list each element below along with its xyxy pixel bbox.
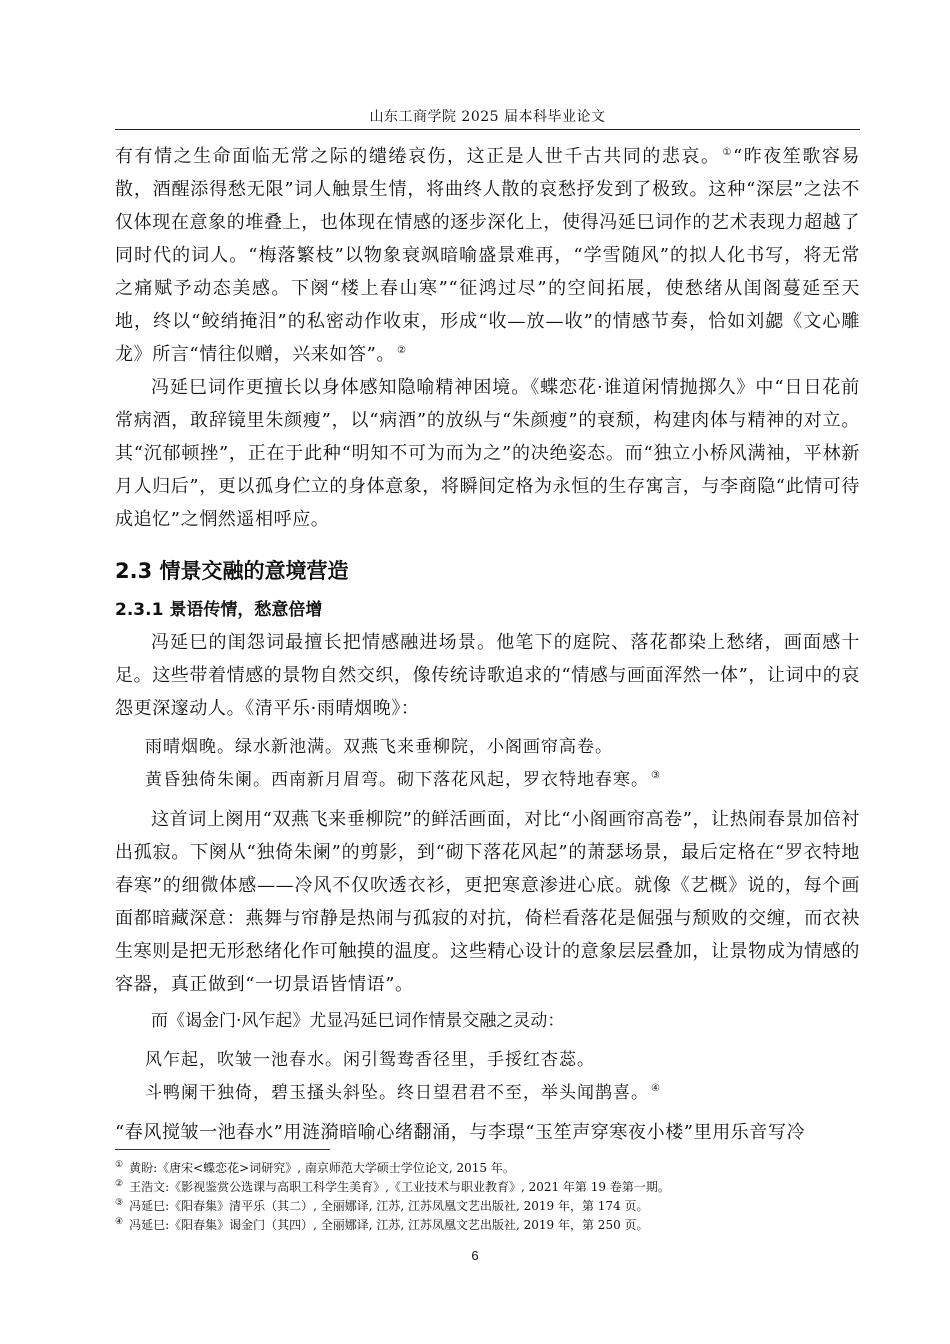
footnote-1: [115, 1157, 860, 1176]
footnote-mark: ①: [115, 1160, 124, 1170]
poem-1-line-2-text: 黄昏独倚朱阑。西南新月眉弯。砌下落花风起，罗衣特地春寒。: [145, 770, 649, 790]
paragraph-3: 冯延巳的闺怨词最擅长把情感融进场景。他笔下的庭院、落花都染上愁绪，画面感十足。这些带着情感的景物自然交织，像传统诗歌追求的“情感与画面浑然一体”，让词中的哀怨更深邃动人。《清平乐·雨晴烟晚》：: [115, 632, 860, 719]
footnote-text: 黄盼:《唐宋<蝶恋花>词研究》, 南京师范大学硕士学位论文, 2015 年。: [129, 1161, 515, 1175]
footnote-ref-3[interactable]: ③: [651, 770, 661, 782]
subsection-heading: 2.3.1 景语传情，愁意倍增: [115, 600, 323, 620]
footnote-text: 冯延巳:《阳春集》谒金门（其四）, 全丽娜译, 江苏, 江苏凤凰文艺出版社, 2019 年，第 250 页。: [129, 1218, 649, 1232]
poem-1-line-2: [115, 764, 860, 797]
paragraph-2: 冯延巳词作更擅长以身体感知隐喻精神困境。《蝶恋花·谁道闲情抛掷久》中“日日花前常病酒，敢辞镜里朱颜瘦”，以“病酒”的放纵与“朱颜瘦”的衰颓，构建肉体与精神的对立。其“沉郁顿挫”，正在于此种“明知不可为而为之”的决绝姿态。而“独立小桥风满袖，平林新月人归后”，更以孤身伫立的身体意象，将瞬间定格为永恒的生存寓言，与李商隐“此情可待成追忆”之惘然遥相呼应。: [115, 377, 860, 530]
paragraph-1: [115, 140, 860, 371]
poem-2-line-2-text: 斗鸭阑干独倚，碧玉搔头斜坠。终日望君君不至，举头闻鹊喜。: [145, 1083, 649, 1103]
footnote-mark: ②: [115, 1179, 124, 1189]
page-number: 6: [471, 1248, 479, 1263]
footnote-ref-2[interactable]: ②: [397, 345, 407, 356]
paragraph-4: 这首词上阕用“双燕飞来垂柳院”的鲜活画面，对比“小阁画帘高卷”，让热闹春景加倍衬出孤寂。下阕从“独倚朱阑”的剪影，到“砌下落花风起”的萧瑟场景，最后定格在“罗衣特地春寒”的细微体感——冷风不仅吹透衣衫，更把寒意渗进心底。就像《艺概》说的，每个画面都暗藏深意：燕舞与帘静是热闹与孤寂的对抗，倚栏看落花是倔强与颓败的交缠，而衣袂生寒则是把无形愁绪化作可触摸的温度。这些精心设计的意象层层叠加，让景物成为情感的容器，真正做到“一切景语皆情语”。: [115, 809, 860, 995]
poem-1-line-1: 雨晴烟晚。绿水新池满。双燕飞来垂柳院，小阁画帘高卷。: [145, 737, 613, 757]
poem-quote-1: [115, 731, 860, 797]
footnote-rule: [115, 1149, 330, 1150]
header-rule: [115, 129, 860, 130]
poem-quote-2: [115, 1044, 860, 1110]
footnote-2: [115, 1176, 860, 1195]
footnote-text: 冯延巳:《阳春集》清平乐（其二）, 全丽娜译, 江苏, 江苏凤凰文艺出版社, 2019 年，第 174 页。: [129, 1199, 649, 1213]
section-heading: 2.3 情景交融的意境营造: [115, 559, 349, 583]
poem-2-line-2: [115, 1077, 860, 1110]
footnote-mark: ④: [115, 1217, 124, 1227]
poem-2-line-1: 风乍起，吹皱一池春水。闲引鸳鸯香径里，手挼红杏蕊。: [145, 1050, 595, 1070]
paragraph-1b-text: “昨夜笙歌容易散，酒醒添得愁无限”词人触景生情，将曲终人散的哀愁抒发到了极致。这种“深层”之法不仅体现在意象的堆叠上，也体现在情感的逐步深化上，使得冯延巳词作的艺术表现力超越了同时代的词人。“梅落繁枝”以物象衰飒暗喻盛景难再，“学雪随风”的拟人化书写，将无常之痛赋予动态美感。下阕“楼上春山寒”“征鸿过尽”的空间拓展，使愁绪从闺阁蔓延至天地，终以“鲛绡掩泪”的私密动作收束，形成“收—放—收”的情感节奏，恰如刘勰《文心雕龙》所言“情往似赠，兴来如答”。: [115, 146, 860, 365]
footnote-ref-1[interactable]: ①: [722, 147, 733, 158]
running-header: 山东工商学院 2025 届本科毕业论文: [369, 109, 606, 125]
page-body: [115, 140, 860, 1149]
footnote-3: [115, 1195, 860, 1214]
footnote-mark: ③: [115, 1198, 124, 1208]
footnote-4: [115, 1214, 860, 1233]
footnote-text: 王浩文:《影视鉴赏公选课与高职工科学生美育》,《工业技术与职业教育》, 2021 年第 19 卷第一期。: [129, 1180, 670, 1194]
footnote-ref-4[interactable]: ④: [651, 1083, 661, 1095]
paragraph-1-text: 有有情之生命面临无常之际的缱绻哀伤，这正是人世千古共同的悲哀。: [115, 146, 721, 167]
paragraph-6: “春风搅皱一池春水”用涟漪暗喻心绪翻涌，与李璟“玉笙声穿寒夜小楼”里用乐音写冷: [115, 1122, 806, 1143]
poem-2-intro: 而《谒金门·风乍起》尤显冯延巳词作情景交融之灵动：: [151, 1011, 565, 1031]
footnotes: [115, 1157, 860, 1233]
